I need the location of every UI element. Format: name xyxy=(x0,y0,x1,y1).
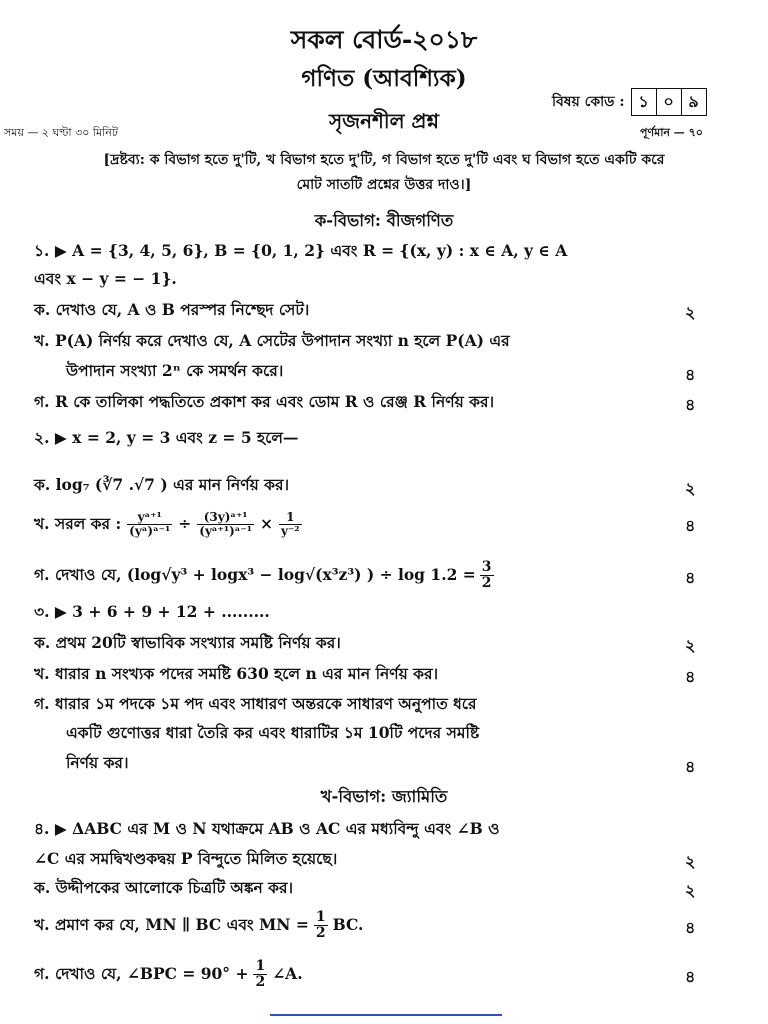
subject-title: গণিত (আবশ্যিক) xyxy=(301,65,467,92)
subject-code xyxy=(552,88,707,116)
fraction xyxy=(253,959,267,990)
q3-part-c: গ. ধারার ১ম পদকে ১ম পদ এবং সাধারণ অন্তরকে সাধারণ অনুপাত ধরে xyxy=(34,694,477,713)
q4-b-text: খ. প্রমাণ কর যে, MN ∥ BC এবং MN = xyxy=(34,915,309,934)
full-marks: পূর্ণমান — ৭০ xyxy=(640,126,703,139)
numerator: 1 xyxy=(279,511,302,525)
numerator: 1 xyxy=(315,908,326,925)
q3-part-b: খ. ধারার n সংখ্যক পদের সমষ্টি 630 হলে n এর মান নির্ণয় কর। xyxy=(34,664,439,683)
q3-c-marks: ৪ xyxy=(685,757,696,776)
numerator: (3y)ᵃ⁺¹ xyxy=(197,511,254,525)
q1-stem-cont: এবং x − y = − 1}. xyxy=(34,269,177,288)
q4-c-text: গ. দেখাও যে, ∠BPC = 90° + xyxy=(34,964,249,983)
q1-stem: ১. ▶ A = {3, 4, 5, 6}, B = {0, 1, 2} এবং R = {(x, y) : x ∈ A, y ∈ A xyxy=(34,241,568,260)
q4-b-marks: ৪ xyxy=(685,918,696,937)
q1-part-a: ক. দেখাও যে, A ও B পরস্পর নিশ্ছেদ সেট। xyxy=(34,300,310,319)
q3-a-marks: ২ xyxy=(685,636,696,655)
denominator: 2 xyxy=(315,924,326,941)
fraction xyxy=(279,511,302,538)
q2-c-text: গ. দেখাও যে, (log√y³ + logx³ − log√(x³z³) ) ÷ log 1.2 = xyxy=(34,565,476,584)
q1-c-marks: ৪ xyxy=(685,395,696,414)
q4-part-a: ক. উদ্দীপকের আলোকে চিত্রটি অঙ্কন কর। xyxy=(34,878,294,897)
q2-part-a: ক. log₇ (∛7 .√7 ) এর মান নির্ণয় কর। xyxy=(34,475,290,494)
q4-a-marks: ২ xyxy=(685,881,696,900)
q2-c-marks: ৪ xyxy=(685,568,696,587)
numerator: yᵃ⁺¹ xyxy=(127,511,172,525)
q4-stem: ৪. ▶ ΔABC এর M ও N যথাক্রমে AB ও AC এর মধ্যবিন্দু এবং ∠B ও xyxy=(34,819,500,838)
fraction xyxy=(127,511,172,538)
denominator: 2 xyxy=(255,973,266,990)
q2-part-c xyxy=(34,555,494,595)
q1-a-marks: ২ xyxy=(685,303,696,322)
denominator: y⁻² xyxy=(280,523,300,538)
numerator: 1 xyxy=(255,957,266,974)
q2-part-b xyxy=(34,502,302,546)
q2-b-marks: ৪ xyxy=(685,516,696,535)
q4-c-text-end: ∠A. xyxy=(272,964,303,983)
section-heading-geometry: খ-বিভাগ: জ্যামিতি xyxy=(320,787,448,806)
divide-operator: ÷ xyxy=(178,514,192,533)
instruction-note xyxy=(6,148,762,198)
q1-b-marks: ৪ xyxy=(685,365,696,384)
q1-part-c: গ. R কে তালিকা পদ্ধতিতে প্রকাশ কর এবং ডোম R ও রেঞ্জ R নির্ণয় কর। xyxy=(34,392,495,411)
subject-code-digit: ৯ xyxy=(681,89,706,115)
fraction xyxy=(480,560,494,591)
q2-stem: ২. ▶ x = 2, y = 3 এবং z = 5 হলে— xyxy=(34,428,299,447)
multiply-operator: × xyxy=(259,514,273,533)
numerator: 3 xyxy=(481,558,492,575)
q4-c-marks: ৪ xyxy=(685,967,696,986)
board-year-title: সকল বোর্ড-২০১৮ xyxy=(290,25,478,54)
q4-stem-cont: ∠C এর সমদ্বিখণ্ডকদ্বয় P বিন্দুতে মিলিত হয়েছে। xyxy=(34,849,338,868)
fraction xyxy=(197,511,254,538)
q4-part-c xyxy=(34,955,303,993)
q4-stem-marks: ২ xyxy=(685,852,696,871)
q3-stem: ৩. ▶ 3 + 6 + 9 + 12 + ......... xyxy=(34,602,270,621)
q4-b-text-end: BC. xyxy=(332,915,364,934)
subject-code-digit: ০ xyxy=(656,89,681,115)
q3-part-c-cont: একটি গুণোত্তর ধারা তৈরি কর এবং ধারাটির ১ম 10টি পদের সমষ্টি xyxy=(66,723,480,742)
denominator: (yᵃ⁺¹)ᵃ⁻¹ xyxy=(199,523,252,538)
subject-code-label: বিষয় কোড : xyxy=(552,94,625,110)
paper-type-title: সৃজনশীল প্রশ্ন xyxy=(329,109,439,133)
instruction-line: [দ্রষ্টব্য: ক বিভাগ হতে দু'টি, খ বিভাগ হতে দু'টি, গ বিভাগ হতে দু'টি এবং ঘ বিভাগ হতে একটি করে xyxy=(103,152,665,168)
exam-time: সময় — ২ ঘণ্টা ৩০ মিনিট xyxy=(4,126,118,139)
q3-part-a: ক. প্রথম 20টি স্বাভাবিক সংখ্যার সমষ্টি নির্ণয় কর। xyxy=(34,633,341,652)
footer-link-underline[interactable] xyxy=(270,1014,502,1016)
q2-b-label: খ. সরল কর : xyxy=(34,514,122,533)
q3-b-marks: ৪ xyxy=(685,667,696,686)
q3-part-c-cont: নির্ণয় কর। xyxy=(66,753,129,772)
subject-code-box xyxy=(631,88,707,116)
q1-part-b-cont: উপাদান সংখ্যা 2ⁿ কে সমর্থন করে। xyxy=(66,361,284,380)
q1-part-b: খ. P(A) নির্ণয় করে দেখাও যে, A সেটের উপাদান সংখ্যা n হলে P(A) এর xyxy=(34,331,510,350)
denominator: (yᵃ)ᵃ⁻¹ xyxy=(129,523,171,538)
fraction xyxy=(314,910,328,941)
q4-part-b xyxy=(34,906,363,944)
denominator: 2 xyxy=(481,574,492,591)
section-heading-algebra: ক-বিভাগ: বীজগণিত xyxy=(314,211,454,230)
subject-code-digit: ১ xyxy=(638,91,649,111)
instruction-line: মোট সাতটি প্রশ্নের উত্তর দাও।] xyxy=(296,177,472,193)
q2-a-marks: ২ xyxy=(685,479,696,498)
